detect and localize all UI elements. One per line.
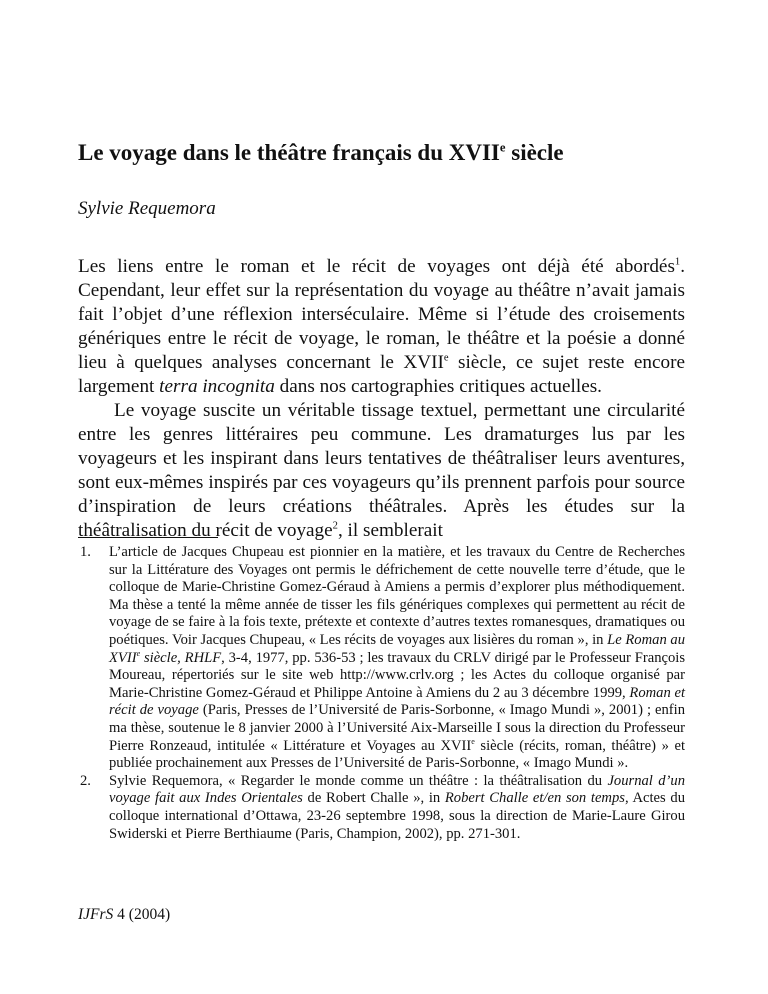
paragraph-2-text-a: Le voyage suscite un véritable tissage textuel, permettant une circularité entre les genres littéraires peu commune. Les dramaturges lus par les voyageurs et les inspirant dans leurs tentatives de théâtraliser leurs aventures, sont eux-mêmes inspirés par ces voyageurs qu’ils prennent parfois pour source d’inspiration de leurs créations théâtrales. Après les études sur la théâtralisation du récit de voyage	[78, 400, 685, 541]
journal-footer	[78, 906, 170, 924]
footnote-1-text-d: siècle (récits, roman, théâtre) » et publiée prochainement aux Presses de l’Université de Paris-Sorbonne, « Imago Mundi ».	[109, 737, 685, 772]
paragraph-1-text-c: siècle, ce sujet reste encore largement	[78, 352, 685, 397]
paragraph-1-text-b: . Cependant, leur effet sur la représentation du voyage au théâtre n’avait jamais fait l’objet d’une réflexion interséculaire. Même si l’étude des croisements génériques entre le récit de voyage, le roman, le théâtre et la poésie a donné lieu à quelques analyses concernant le XVII	[78, 256, 685, 373]
paragraph-2-text-b: , il semblerait	[337, 520, 443, 541]
journal-issue: 4 (2004)	[113, 906, 171, 923]
footnotes	[78, 544, 685, 843]
footnote-1-text-a: L’article de Jacques Chupeau est pionnier en la matière, et les travaux du Centre de Recherches sur la Littérature des Voyages ont permis le défrichement de cette nouvelle terre d’étude, que le colloque de Marie-Christine Gomez-Géraud à Amiens a permis d’explorer plus méthodiquement. Ma thèse a tenté la même année de tisser les fils génériques complexes qui permettent au récit de voyage de se faire à la fois texte, prétexte et contexte d’autres textes romanesques, dramatiques ou poétiques. Voir Jacques Chupeau, « Les récits de voyages aux lisières du roman », in	[109, 544, 685, 648]
article-body	[78, 255, 685, 543]
paragraph-2	[78, 399, 685, 543]
footnote-2-emphasis-1: Journal d’un voyage fait aux Indes Orientales	[109, 772, 685, 807]
footnote-1-text-c: (Paris, Presses de l’Université de Paris-Sorbonne, « Imago Mundi », 2001) ; enfin ma thèse, soutenue le 8 janvier 2000 à l’Université Aix-Marseille I sous la direction du Professeur Pierre Ronzeaud, intitulée « Littérature et Voyages au XVII	[109, 702, 686, 754]
title-superscript: e	[499, 140, 506, 155]
article-title	[78, 140, 718, 166]
footnote-2-emphasis-2: Robert Challe et/en son temps	[444, 790, 625, 807]
footnote-1-emphasis-1-superscript: e	[136, 648, 141, 658]
footnote-ref-1: 1	[674, 256, 681, 268]
footnote-1-text-b: , 3-4, 1977, pp. 536-53 ; les travaux du CRLV dirigé par le Professeur François Moureau, répertoriés sur le site web http://www.crlv.org ; les Actes du colloque organisé par Marie-Christine Gomez-Géraud et Philippe Antoine à Amiens du 2 au 3 décembre 1999,	[109, 649, 685, 701]
footnote-separator	[78, 537, 218, 538]
century-superscript: e	[443, 352, 449, 364]
footnote-1-number: 1.	[80, 544, 91, 560]
title-end: siècle	[505, 140, 564, 165]
journal-abbreviation: IJFrS	[78, 906, 114, 923]
footnote-2	[78, 773, 685, 843]
paragraph-1-text-a: Les liens entre le roman et le récit de voyages ont déjà été abordés	[78, 256, 675, 277]
footnote-ref-2: 2	[332, 520, 338, 532]
footnote-1-emphasis-1-text-b: siècle, RHLF	[140, 649, 222, 666]
title-main: Le voyage dans le théâtre français du XVII	[78, 140, 500, 165]
footnote-1-emphasis-2: Roman et récit de voyage	[109, 684, 685, 719]
paragraph-1-text-d: dans nos cartographies critiques actuelles.	[274, 376, 602, 397]
author-name: Sylvie Requemora	[78, 198, 216, 219]
footnote-1-emphasis-1-text: Le Roman au XVII	[109, 631, 685, 666]
footnote-1-superscript: e	[471, 736, 475, 746]
paragraph-1	[78, 255, 685, 399]
footnote-2-text-a: Sylvie Requemora, « Regarder le monde comme un théâtre : la théâtralisation du	[109, 772, 608, 789]
footnote-1	[78, 544, 685, 773]
paragraph-1-emphasis: terra incognita	[159, 376, 275, 397]
footnote-2-text-c: , Actes du colloque international d’Ottawa, 23-26 septembre 1998, sous la direction de Marie-Laure Girou Swiderski et Pierre Berthiaume (Paris, Champion, 2002), pp. 271-301.	[109, 790, 685, 842]
footnote-2-text-b: de Robert Challe », in	[302, 790, 445, 807]
footnote-2-number: 2.	[80, 772, 91, 789]
